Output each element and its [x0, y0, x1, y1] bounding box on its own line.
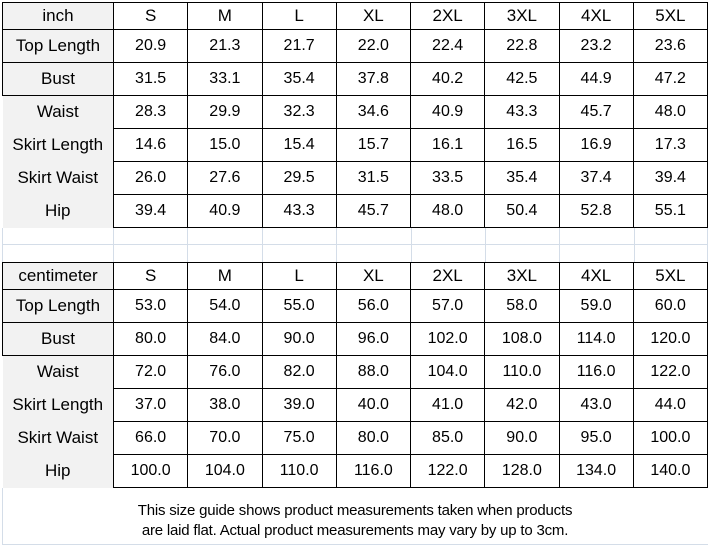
gridline — [2, 244, 708, 245]
table-row — [3, 30, 708, 63]
size-table-centimeter — [2, 262, 708, 488]
value-cell: 31.5 — [114, 63, 188, 96]
gridline — [707, 228, 708, 262]
gridline — [2, 488, 3, 545]
value-cell: 31.5 — [336, 162, 410, 195]
value-cell: 40.2 — [411, 63, 485, 96]
gridline — [559, 228, 560, 262]
value-cell: 15.7 — [336, 129, 410, 162]
value-cell: 23.2 — [559, 30, 633, 63]
table-row — [3, 323, 708, 356]
value-cell: 22.4 — [411, 30, 485, 63]
value-cell: 140.0 — [633, 455, 707, 488]
size-header-cell: XL — [336, 3, 410, 30]
size-header-cell: 3XL — [485, 263, 559, 290]
value-cell: 48.0 — [633, 96, 707, 129]
value-cell: 40.9 — [188, 195, 262, 228]
size-header-cell: M — [188, 3, 262, 30]
value-cell: 16.5 — [485, 129, 559, 162]
value-cell: 35.4 — [262, 63, 336, 96]
value-cell: 84.0 — [188, 323, 262, 356]
value-cell: 39.0 — [262, 389, 336, 422]
value-cell: 29.9 — [188, 96, 262, 129]
size-header-cell: 5XL — [633, 263, 707, 290]
spacer-gridlines — [2, 228, 708, 262]
value-cell: 47.2 — [633, 63, 707, 96]
row-label: Bust — [3, 63, 114, 96]
table-row — [3, 356, 708, 389]
value-cell: 70.0 — [188, 422, 262, 455]
table-row — [3, 455, 708, 488]
value-cell: 44.0 — [633, 389, 707, 422]
value-cell: 116.0 — [559, 356, 633, 389]
value-cell: 85.0 — [411, 422, 485, 455]
size-header-cell: 2XL — [411, 263, 485, 290]
value-cell: 104.0 — [188, 455, 262, 488]
size-guide-note-line2: are laid flat. Actual product measurements may vary by up to 3cm. — [141, 522, 569, 539]
value-cell: 56.0 — [336, 290, 410, 323]
row-label: Waist — [3, 356, 114, 389]
gridline — [336, 228, 337, 262]
gridline — [411, 228, 412, 262]
row-label: Skirt Length — [3, 389, 114, 422]
size-header-cell: 4XL — [559, 263, 633, 290]
value-cell: 120.0 — [633, 323, 707, 356]
row-label: Top Length — [3, 30, 114, 63]
row-label: Hip — [3, 455, 114, 488]
value-cell: 100.0 — [114, 455, 188, 488]
gridline — [187, 228, 188, 262]
value-cell: 42.0 — [485, 389, 559, 422]
value-cell: 43.3 — [485, 96, 559, 129]
header-row — [3, 3, 708, 30]
value-cell: 104.0 — [411, 356, 485, 389]
value-cell: 72.0 — [114, 356, 188, 389]
value-cell: 53.0 — [114, 290, 188, 323]
value-cell: 95.0 — [559, 422, 633, 455]
value-cell: 80.0 — [114, 323, 188, 356]
gridline — [2, 544, 708, 545]
value-cell: 52.8 — [559, 195, 633, 228]
value-cell: 21.3 — [188, 30, 262, 63]
value-cell: 88.0 — [336, 356, 410, 389]
row-label: Skirt Waist — [3, 422, 114, 455]
value-cell: 43.0 — [559, 389, 633, 422]
value-cell: 37.8 — [336, 63, 410, 96]
gridline — [113, 228, 114, 262]
table-row — [3, 63, 708, 96]
value-cell: 15.4 — [262, 129, 336, 162]
value-cell: 45.7 — [336, 195, 410, 228]
table-row — [3, 162, 708, 195]
value-cell: 32.3 — [262, 96, 336, 129]
value-cell: 29.5 — [262, 162, 336, 195]
table-row — [3, 96, 708, 129]
value-cell: 17.3 — [633, 129, 707, 162]
value-cell: 60.0 — [633, 290, 707, 323]
value-cell: 38.0 — [188, 389, 262, 422]
value-cell: 114.0 — [559, 323, 633, 356]
value-cell: 33.5 — [411, 162, 485, 195]
table-row — [3, 195, 708, 228]
value-cell: 54.0 — [188, 290, 262, 323]
value-cell: 66.0 — [114, 422, 188, 455]
gridline — [262, 228, 263, 262]
size-header-cell: M — [188, 263, 262, 290]
size-header-cell: L — [262, 3, 336, 30]
size-header-cell: XL — [336, 263, 410, 290]
value-cell: 48.0 — [411, 195, 485, 228]
size-header-cell: 4XL — [559, 3, 633, 30]
gridline — [2, 228, 3, 262]
value-cell: 90.0 — [485, 422, 559, 455]
value-cell: 41.0 — [411, 389, 485, 422]
value-cell: 122.0 — [633, 356, 707, 389]
size-header-cell: 2XL — [411, 3, 485, 30]
row-label: Bust — [3, 323, 114, 356]
row-label: Waist — [3, 96, 114, 129]
size-header-cell: S — [114, 3, 188, 30]
value-cell: 108.0 — [485, 323, 559, 356]
gridline — [485, 228, 486, 262]
size-header-cell: S — [114, 263, 188, 290]
value-cell: 44.9 — [559, 63, 633, 96]
value-cell: 21.7 — [262, 30, 336, 63]
value-cell: 90.0 — [262, 323, 336, 356]
table-row — [3, 129, 708, 162]
gridline — [634, 228, 635, 262]
row-label: Top Length — [3, 290, 114, 323]
value-cell: 128.0 — [485, 455, 559, 488]
header-row — [3, 263, 708, 290]
value-cell: 35.4 — [485, 162, 559, 195]
value-cell: 102.0 — [411, 323, 485, 356]
value-cell: 57.0 — [411, 290, 485, 323]
value-cell: 37.0 — [114, 389, 188, 422]
table-row — [3, 422, 708, 455]
value-cell: 39.4 — [633, 162, 707, 195]
value-cell: 110.0 — [262, 455, 336, 488]
row-label: Skirt Length — [3, 129, 114, 162]
value-cell: 116.0 — [336, 455, 410, 488]
value-cell: 42.5 — [485, 63, 559, 96]
size-header-cell: 3XL — [485, 3, 559, 30]
size-guide-note-line1: This size guide shows product measurements taken when products — [137, 502, 573, 519]
value-cell: 43.3 — [262, 195, 336, 228]
size-header-cell: 5XL — [633, 3, 707, 30]
value-cell: 39.4 — [114, 195, 188, 228]
unit-header-cell: centimeter — [3, 263, 114, 290]
value-cell: 45.7 — [559, 96, 633, 129]
value-cell: 37.4 — [559, 162, 633, 195]
value-cell: 20.9 — [114, 30, 188, 63]
size-header-cell: L — [262, 263, 336, 290]
size-table-inch — [2, 2, 708, 228]
row-label: Skirt Waist — [3, 162, 114, 195]
value-cell: 50.4 — [485, 195, 559, 228]
table-row — [3, 389, 708, 422]
value-cell: 40.0 — [336, 389, 410, 422]
value-cell: 15.0 — [188, 129, 262, 162]
value-cell: 110.0 — [485, 356, 559, 389]
value-cell: 55.0 — [262, 290, 336, 323]
value-cell: 59.0 — [559, 290, 633, 323]
value-cell: 26.0 — [114, 162, 188, 195]
value-cell: 27.6 — [188, 162, 262, 195]
value-cell: 76.0 — [188, 356, 262, 389]
value-cell: 134.0 — [559, 455, 633, 488]
value-cell: 80.0 — [336, 422, 410, 455]
value-cell: 82.0 — [262, 356, 336, 389]
value-cell: 16.9 — [559, 129, 633, 162]
unit-header-cell: inch — [3, 3, 114, 30]
value-cell: 28.3 — [114, 96, 188, 129]
value-cell: 22.8 — [485, 30, 559, 63]
row-label: Hip — [3, 195, 114, 228]
value-cell: 58.0 — [485, 290, 559, 323]
value-cell: 23.6 — [633, 30, 707, 63]
value-cell: 33.1 — [188, 63, 262, 96]
value-cell: 16.1 — [411, 129, 485, 162]
value-cell: 100.0 — [633, 422, 707, 455]
table-row — [3, 290, 708, 323]
value-cell: 122.0 — [411, 455, 485, 488]
value-cell: 22.0 — [336, 30, 410, 63]
value-cell: 40.9 — [411, 96, 485, 129]
value-cell: 34.6 — [336, 96, 410, 129]
value-cell: 75.0 — [262, 422, 336, 455]
value-cell: 96.0 — [336, 323, 410, 356]
value-cell: 14.6 — [114, 129, 188, 162]
value-cell: 55.1 — [633, 195, 707, 228]
size-guide-note — [2, 488, 708, 549]
